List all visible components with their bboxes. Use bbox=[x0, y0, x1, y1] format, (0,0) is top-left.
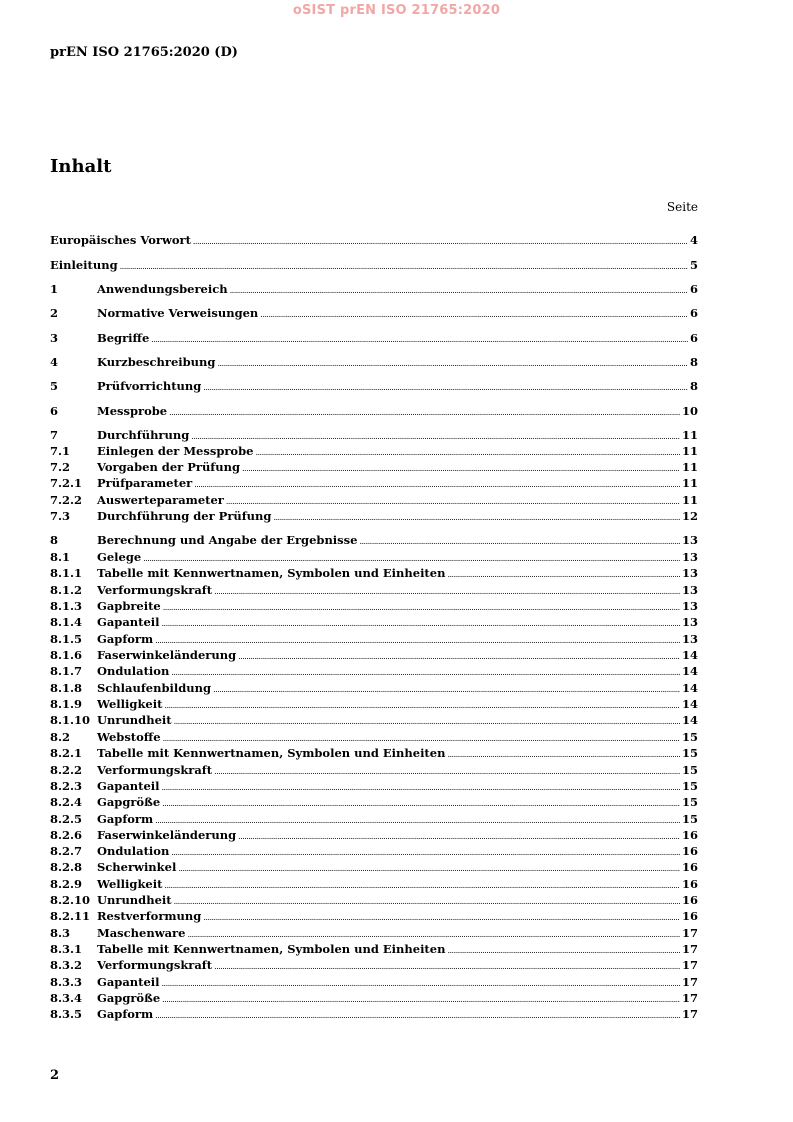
toc-entry-label: Berechnung und Angabe der Ergebnisse bbox=[97, 533, 358, 547]
toc-entry-label: Scherwinkel bbox=[97, 860, 177, 874]
toc-entry-page: 13 bbox=[681, 599, 698, 613]
toc-entry-number: 6 bbox=[50, 404, 59, 418]
toc-entry-label: Gapform bbox=[97, 1007, 154, 1021]
toc-entry-page: 13 bbox=[681, 632, 698, 646]
toc-entry[interactable] bbox=[50, 811, 698, 827]
toc-entry-number: 8.1.8 bbox=[50, 681, 83, 695]
toc-entry[interactable] bbox=[50, 427, 698, 443]
toc-entry[interactable] bbox=[50, 459, 698, 475]
toc-entry-number: 8.2.11 bbox=[50, 909, 91, 923]
toc-entry[interactable] bbox=[50, 941, 698, 957]
toc-entry-page: 13 bbox=[681, 550, 698, 564]
toc-entry-page: 12 bbox=[681, 509, 698, 523]
toc-entry-number: 7.2.2 bbox=[50, 493, 83, 507]
toc-leader-dots bbox=[203, 380, 688, 396]
toc-entry-page: 10 bbox=[681, 404, 698, 418]
toc-entry-number: 8.1 bbox=[50, 550, 71, 564]
toc-entry-number: 7.1 bbox=[50, 444, 71, 458]
toc-entry-label: Schlaufenbildung bbox=[97, 681, 212, 695]
toc-entry-page: 16 bbox=[681, 844, 698, 858]
toc-entry-number: 2 bbox=[50, 306, 59, 320]
toc-entry-number: 5 bbox=[50, 379, 59, 393]
toc-entry-label: Kurzbeschreibung bbox=[97, 355, 216, 369]
toc-entry-label: Einlegen der Messprobe bbox=[97, 444, 254, 458]
toc-entry[interactable] bbox=[50, 859, 698, 875]
toc-entry[interactable] bbox=[50, 745, 698, 761]
toc-entry-label: Welligkeit bbox=[97, 697, 163, 711]
toc-entry[interactable] bbox=[50, 257, 698, 273]
toc-entry-number: 1 bbox=[50, 282, 59, 296]
toc-entry-number: 8.2 bbox=[50, 730, 71, 744]
toc-entry-number: 7.2 bbox=[50, 460, 71, 474]
toc-entry[interactable] bbox=[50, 663, 698, 679]
toc-entry-page: 6 bbox=[689, 306, 698, 320]
toc-entry-number: 7.2.1 bbox=[50, 476, 83, 490]
toc-entry[interactable] bbox=[50, 908, 698, 924]
toc-entry-number: 8.1.3 bbox=[50, 599, 83, 613]
toc-entry-page: 16 bbox=[681, 860, 698, 874]
toc-entry-label: Restverformung bbox=[97, 909, 202, 923]
toc-entry-page: 11 bbox=[681, 493, 698, 507]
toc-entry-page: 14 bbox=[681, 697, 698, 711]
toc-entry[interactable] bbox=[50, 876, 698, 892]
toc-entry-page: 15 bbox=[681, 779, 698, 793]
toc-entry-label: Europäisches Vorwort bbox=[50, 233, 191, 247]
toc-entry-page: 16 bbox=[681, 828, 698, 842]
toc-entry-page: 17 bbox=[681, 942, 698, 956]
toc-entry-number: 8.3.2 bbox=[50, 958, 83, 972]
toc-entry-label: Gapform bbox=[97, 632, 154, 646]
toc-entry-number: 8.2.6 bbox=[50, 828, 83, 842]
toc-entry-label: Unrundheit bbox=[97, 893, 172, 907]
toc-leader-dots bbox=[230, 283, 688, 299]
toc-entry-label: Einleitung bbox=[50, 258, 118, 272]
toc-entry[interactable] bbox=[50, 762, 698, 778]
toc-leader-dots bbox=[203, 910, 680, 926]
toc-entry-number: 8.2.7 bbox=[50, 844, 83, 858]
toc-entry[interactable] bbox=[50, 990, 698, 1006]
toc-entry-number: 8.2.10 bbox=[50, 893, 91, 907]
toc-entry[interactable] bbox=[50, 794, 698, 810]
toc-entry-number: 8.1.10 bbox=[50, 713, 91, 727]
seite-label: Seite bbox=[666, 200, 698, 214]
toc-entry[interactable] bbox=[50, 492, 698, 508]
toc-entry-page: 4 bbox=[689, 233, 698, 247]
toc-entry[interactable] bbox=[50, 712, 698, 728]
toc-entry[interactable] bbox=[50, 843, 698, 859]
toc-entry-number: 8.1.4 bbox=[50, 615, 83, 629]
toc-leader-dots bbox=[447, 747, 680, 763]
toc-entry-label: Webstoffe bbox=[97, 730, 161, 744]
toc-leader-dots bbox=[447, 567, 680, 583]
toc-leader-dots bbox=[217, 356, 688, 372]
toc-leader-dots bbox=[169, 405, 680, 421]
toc-entry[interactable] bbox=[50, 508, 698, 524]
toc-entry-number: 8.2.8 bbox=[50, 860, 83, 874]
toc-entry-label: Anwendungsbereich bbox=[97, 282, 228, 296]
toc-entry-label: Durchführung der Prüfung bbox=[97, 509, 272, 523]
toc-entry-label: Tabelle mit Kennwertnamen, Symbolen und Einheiten bbox=[97, 942, 446, 956]
toc-entry-number: 8.2.1 bbox=[50, 746, 83, 760]
toc-entry-label: Gelege bbox=[97, 550, 142, 564]
toc-entry-label: Tabelle mit Kennwertnamen, Symbolen und Einheiten bbox=[97, 566, 446, 580]
toc-entry[interactable] bbox=[50, 232, 698, 248]
toc-entry-label: Verformungskraft bbox=[97, 958, 213, 972]
toc-entry-number: 8.2.5 bbox=[50, 812, 83, 826]
toc-entry-label: Gapbreite bbox=[97, 599, 161, 613]
toc-entry-page: 17 bbox=[681, 958, 698, 972]
toc-entry-page: 6 bbox=[689, 331, 698, 345]
toc-entry-label: Welligkeit bbox=[97, 877, 163, 891]
toc-entry-label: Faserwinkeländerung bbox=[97, 828, 237, 842]
toc-entry-number: 8.3.3 bbox=[50, 975, 83, 989]
toc-entry-label: Tabelle mit Kennwertnamen, Symbolen und Einheiten bbox=[97, 746, 446, 760]
toc-entry-number: 8.1.7 bbox=[50, 664, 83, 678]
page-title: Inhalt bbox=[50, 156, 112, 177]
toc-leader-dots bbox=[120, 259, 688, 275]
toc-entry-label: Normative Verweisungen bbox=[97, 306, 259, 320]
toc-entry-number: 8.3.4 bbox=[50, 991, 83, 1005]
toc-entry-page: 8 bbox=[689, 355, 698, 369]
toc-leader-dots bbox=[359, 534, 680, 550]
toc-leader-dots bbox=[174, 714, 680, 730]
toc-entry-number: 8.2.2 bbox=[50, 763, 83, 777]
toc-entry[interactable] bbox=[50, 549, 698, 565]
toc-entry-number: 8.1.2 bbox=[50, 583, 83, 597]
toc-leader-dots bbox=[162, 796, 680, 812]
toc-entry[interactable] bbox=[50, 778, 698, 794]
toc-entry[interactable] bbox=[50, 378, 698, 394]
toc-entry-page: 15 bbox=[681, 795, 698, 809]
toc-leader-dots bbox=[214, 959, 680, 975]
toc-leader-dots bbox=[162, 616, 680, 632]
toc-entry[interactable] bbox=[50, 565, 698, 581]
toc-entry[interactable] bbox=[50, 354, 698, 370]
toc-entry[interactable] bbox=[50, 532, 698, 548]
toc-entry-page: 15 bbox=[681, 763, 698, 777]
toc-leader-dots bbox=[260, 307, 688, 323]
toc-entry-page: 17 bbox=[681, 975, 698, 989]
toc-entry-label: Gapanteil bbox=[97, 615, 160, 629]
toc-entry-page: 11 bbox=[681, 444, 698, 458]
toc-entry-page: 13 bbox=[681, 615, 698, 629]
toc-entry-label: Messprobe bbox=[97, 404, 168, 418]
toc-entry-label: Ondulation bbox=[97, 664, 170, 678]
toc-entry-label: Gapanteil bbox=[97, 779, 160, 793]
toc-entry-page: 15 bbox=[681, 730, 698, 744]
toc-entry-page: 13 bbox=[681, 533, 698, 547]
toc-entry-number: 3 bbox=[50, 331, 59, 345]
toc-leader-dots bbox=[194, 477, 680, 493]
toc-entry-number: 8.1.5 bbox=[50, 632, 83, 646]
toc-entry-number: 8.1.6 bbox=[50, 648, 83, 662]
toc-entry-label: Maschenware bbox=[97, 926, 186, 940]
toc-entry[interactable] bbox=[50, 925, 698, 941]
toc-entry-page: 11 bbox=[681, 460, 698, 474]
toc-entry-label: Unrundheit bbox=[97, 713, 172, 727]
toc-leader-dots bbox=[151, 332, 688, 348]
toc-entry-label: Verformungskraft bbox=[97, 763, 213, 777]
toc-entry-label: Verformungskraft bbox=[97, 583, 213, 597]
toc-entry-number: 7 bbox=[50, 428, 59, 442]
toc-entry-label: Vorgaben der Prüfung bbox=[97, 460, 241, 474]
toc-entry-page: 16 bbox=[681, 893, 698, 907]
toc-entry-number: 8.2.9 bbox=[50, 877, 83, 891]
toc-entry[interactable] bbox=[50, 475, 698, 491]
toc-entry-number: 4 bbox=[50, 355, 59, 369]
toc-entry[interactable] bbox=[50, 729, 698, 745]
toc-entry[interactable] bbox=[50, 892, 698, 908]
toc-entry[interactable] bbox=[50, 680, 698, 696]
toc-entry[interactable] bbox=[50, 696, 698, 712]
toc-entry[interactable] bbox=[50, 330, 698, 346]
toc-entry-page: 14 bbox=[681, 664, 698, 678]
toc-entry[interactable] bbox=[50, 827, 698, 843]
toc-entry-number: 7.3 bbox=[50, 509, 71, 523]
toc-entry-label: Begriffe bbox=[97, 331, 150, 345]
toc-entry[interactable] bbox=[50, 631, 698, 647]
watermark: oSIST prEN ISO 21765:2020 bbox=[292, 3, 501, 18]
toc-entry-page: 15 bbox=[681, 746, 698, 760]
toc-leader-dots bbox=[273, 510, 680, 526]
toc-entry-page: 11 bbox=[681, 476, 698, 490]
toc-entry[interactable] bbox=[50, 1006, 698, 1022]
toc-entry-label: Auswerteparameter bbox=[97, 493, 224, 507]
toc-entry-label: Gapgröße bbox=[97, 795, 161, 809]
toc-entry-label: Gapgröße bbox=[97, 991, 161, 1005]
toc-entry-number: 8.2.4 bbox=[50, 795, 83, 809]
toc-entry-page: 16 bbox=[681, 909, 698, 923]
toc-entry[interactable] bbox=[50, 598, 698, 614]
toc-leader-dots bbox=[171, 665, 680, 681]
toc-entry-page: 17 bbox=[681, 1007, 698, 1021]
toc-entry-label: Durchführung bbox=[97, 428, 190, 442]
toc-entry[interactable] bbox=[50, 582, 698, 598]
toc-entry-label: Ondulation bbox=[97, 844, 170, 858]
document-id: prEN ISO 21765:2020 (D) bbox=[50, 45, 238, 60]
toc-entry-page: 14 bbox=[681, 648, 698, 662]
toc-entry-label: Gapform bbox=[97, 812, 154, 826]
toc-entry-number: 8.3 bbox=[50, 926, 71, 940]
toc-entry-number: 8.2.3 bbox=[50, 779, 83, 793]
toc-entry[interactable] bbox=[50, 443, 698, 459]
toc-entry-number: 8.3.5 bbox=[50, 1007, 83, 1021]
toc-entry-page: 5 bbox=[689, 258, 698, 272]
toc-entry-page: 14 bbox=[681, 713, 698, 727]
toc-entry[interactable] bbox=[50, 614, 698, 630]
toc-entry-label: Prüfparameter bbox=[97, 476, 193, 490]
toc-entry[interactable] bbox=[50, 647, 698, 663]
toc-entry-label: Prüfvorrichtung bbox=[97, 379, 202, 393]
toc-entry-page: 6 bbox=[689, 282, 698, 296]
toc-entry[interactable] bbox=[50, 974, 698, 990]
toc-entry-page: 16 bbox=[681, 877, 698, 891]
toc-entry[interactable] bbox=[50, 957, 698, 973]
toc-entry-number: 8.3.1 bbox=[50, 942, 83, 956]
toc-entry-page: 13 bbox=[681, 583, 698, 597]
toc-entry-number: 8.1.9 bbox=[50, 697, 83, 711]
toc-entry[interactable] bbox=[50, 403, 698, 419]
toc-entry-page: 8 bbox=[689, 379, 698, 393]
toc-entry-page: 13 bbox=[681, 566, 698, 580]
toc-entry-page: 17 bbox=[681, 926, 698, 940]
toc-entry[interactable] bbox=[50, 305, 698, 321]
toc-entry-page: 14 bbox=[681, 681, 698, 695]
toc-leader-dots bbox=[178, 861, 680, 877]
toc-entry-page: 11 bbox=[681, 428, 698, 442]
toc-entry-page: 15 bbox=[681, 812, 698, 826]
toc-entry-number: 8 bbox=[50, 533, 59, 547]
toc-leader-dots bbox=[155, 1008, 680, 1024]
toc-entry-label: Faserwinkeländerung bbox=[97, 648, 237, 662]
toc-entry-label: Gapanteil bbox=[97, 975, 160, 989]
toc-entry[interactable] bbox=[50, 281, 698, 297]
page-number: 2 bbox=[50, 1068, 60, 1083]
toc-entry-number: 8.1.1 bbox=[50, 566, 83, 580]
toc-entry-page: 17 bbox=[681, 991, 698, 1005]
toc-leader-dots bbox=[193, 234, 688, 250]
